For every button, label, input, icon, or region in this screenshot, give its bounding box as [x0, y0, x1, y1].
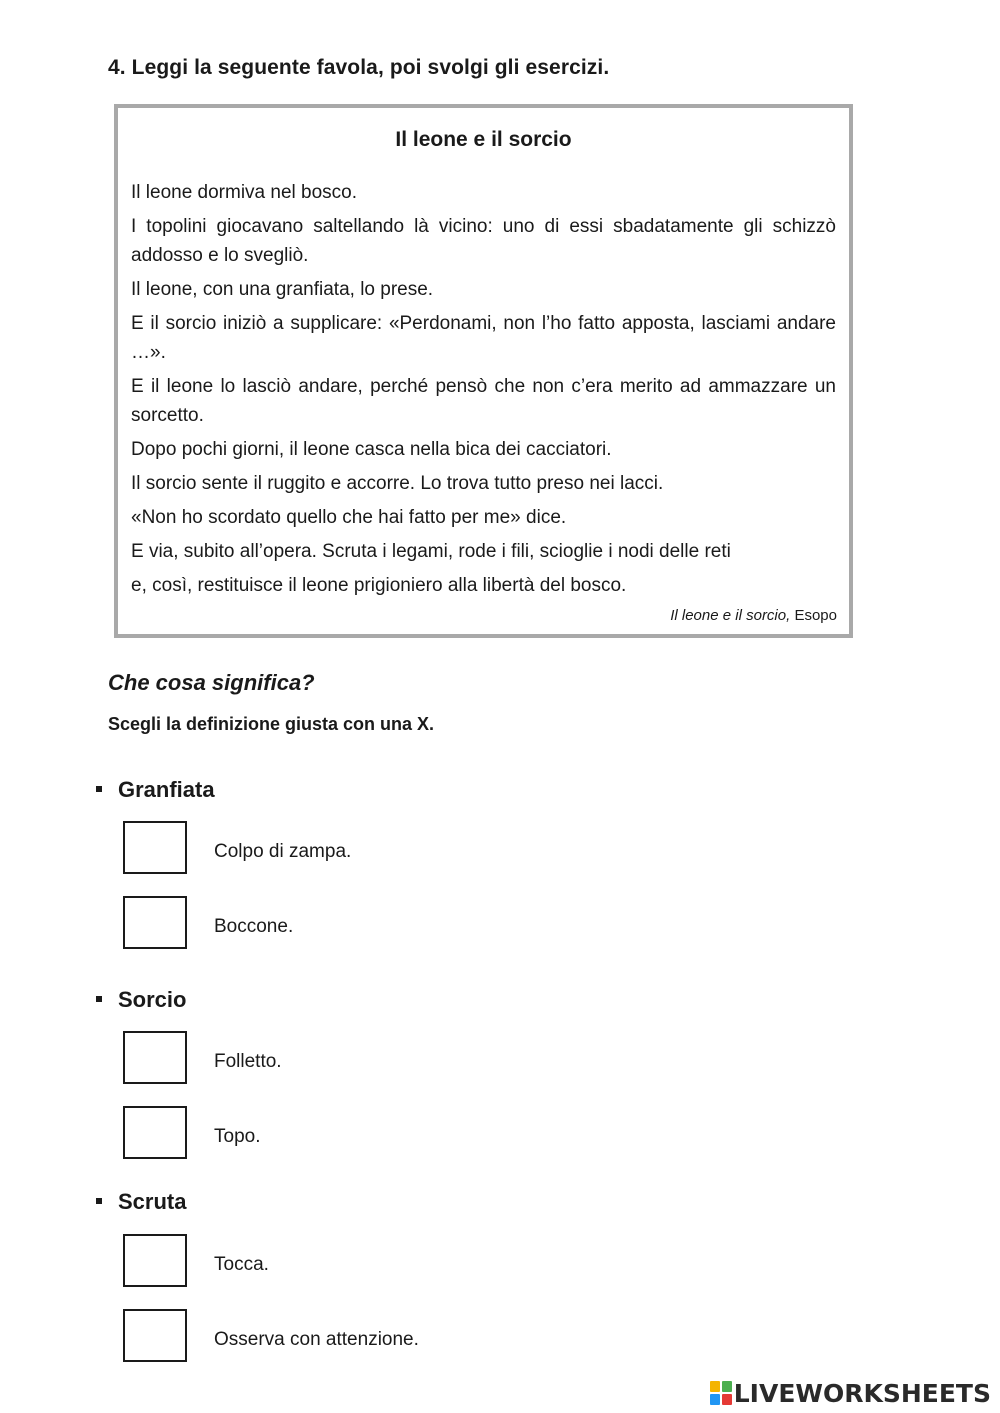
question-word-sorcio: [96, 987, 186, 1013]
option-label: Folletto.: [214, 1051, 282, 1072]
story-paragraph: Dopo pochi giorni, il leone casca nella bica dei cacciatori.: [131, 439, 612, 460]
answer-checkbox[interactable]: [123, 821, 187, 874]
story-paragraph: e, così, restituisce il leone prigioniero alla libertà del bosco.: [131, 575, 627, 596]
question-word: Granfiata: [118, 777, 215, 802]
question-word: Scruta: [118, 1189, 187, 1214]
story-paragraph: Il sorcio sente il ruggito e accorre. Lo trova tutto preso nei lacci.: [131, 473, 664, 494]
story-paragraph: Il leone, con una granfiata, lo prese.: [131, 279, 434, 300]
question-word-granfiata: [96, 777, 215, 803]
liveworksheets-logo-icon: [710, 1381, 732, 1405]
story-paragraph: Il leone dormiva nel bosco.: [131, 182, 358, 203]
citation-author: Esopo: [794, 607, 837, 624]
story-title: Il leone e il sorcio: [395, 128, 572, 151]
option-label: Osserva con attenzione.: [214, 1329, 419, 1350]
bullet-icon: [96, 1198, 102, 1204]
bullet-icon: [96, 996, 102, 1002]
story-box: [114, 104, 853, 638]
question-word-scruta: [96, 1189, 186, 1215]
citation-title: Il leone e il sorcio,: [670, 607, 791, 624]
answer-checkbox[interactable]: [123, 1309, 187, 1362]
question-word: Sorcio: [118, 987, 187, 1012]
answer-checkbox[interactable]: [123, 1106, 187, 1159]
story-paragraph: E via, subito all’opera. Scruta i legami, rode i fili, scioglie i nodi delle reti: [131, 541, 731, 562]
option-label: Boccone.: [214, 916, 294, 937]
story-paragraph: E il leone lo lasciò andare, perché pensò che non c’era merito ad ammazzare un sorcetto.: [131, 376, 836, 426]
story-body: [131, 178, 836, 600]
story-paragraph: «Non ho scordato quello che hai fatto per me» dice.: [131, 507, 567, 528]
answer-checkbox[interactable]: [123, 896, 187, 949]
bullet-icon: [96, 786, 102, 792]
exercise-heading: 4. Leggi la seguente favola, poi svolgi gli esercizi.: [108, 56, 610, 79]
option-label: Colpo di zampa.: [214, 841, 352, 862]
story-paragraph: E il sorcio iniziò a supplicare: «Perdonami, non l’ho fatto apposta, lasciami andare …».: [131, 313, 836, 363]
story-citation: [670, 607, 837, 624]
answer-checkbox[interactable]: [123, 1234, 187, 1287]
answer-checkbox[interactable]: [123, 1031, 187, 1084]
logo-text: LIVEWORKSHEETS: [733, 1378, 991, 1408]
story-paragraph: I topolini giocavano saltellando là vicino: uno di essi sbadatamente gli schizzò addosso e lo svegliò.: [131, 216, 836, 266]
option-label: Tocca.: [214, 1254, 269, 1275]
liveworksheets-logo: [710, 1380, 991, 1406]
option-label: Topo.: [214, 1126, 261, 1147]
section-title: Che cosa significa?: [108, 670, 315, 695]
instruction-text: Scegli la definizione giusta con una X.: [108, 714, 435, 734]
